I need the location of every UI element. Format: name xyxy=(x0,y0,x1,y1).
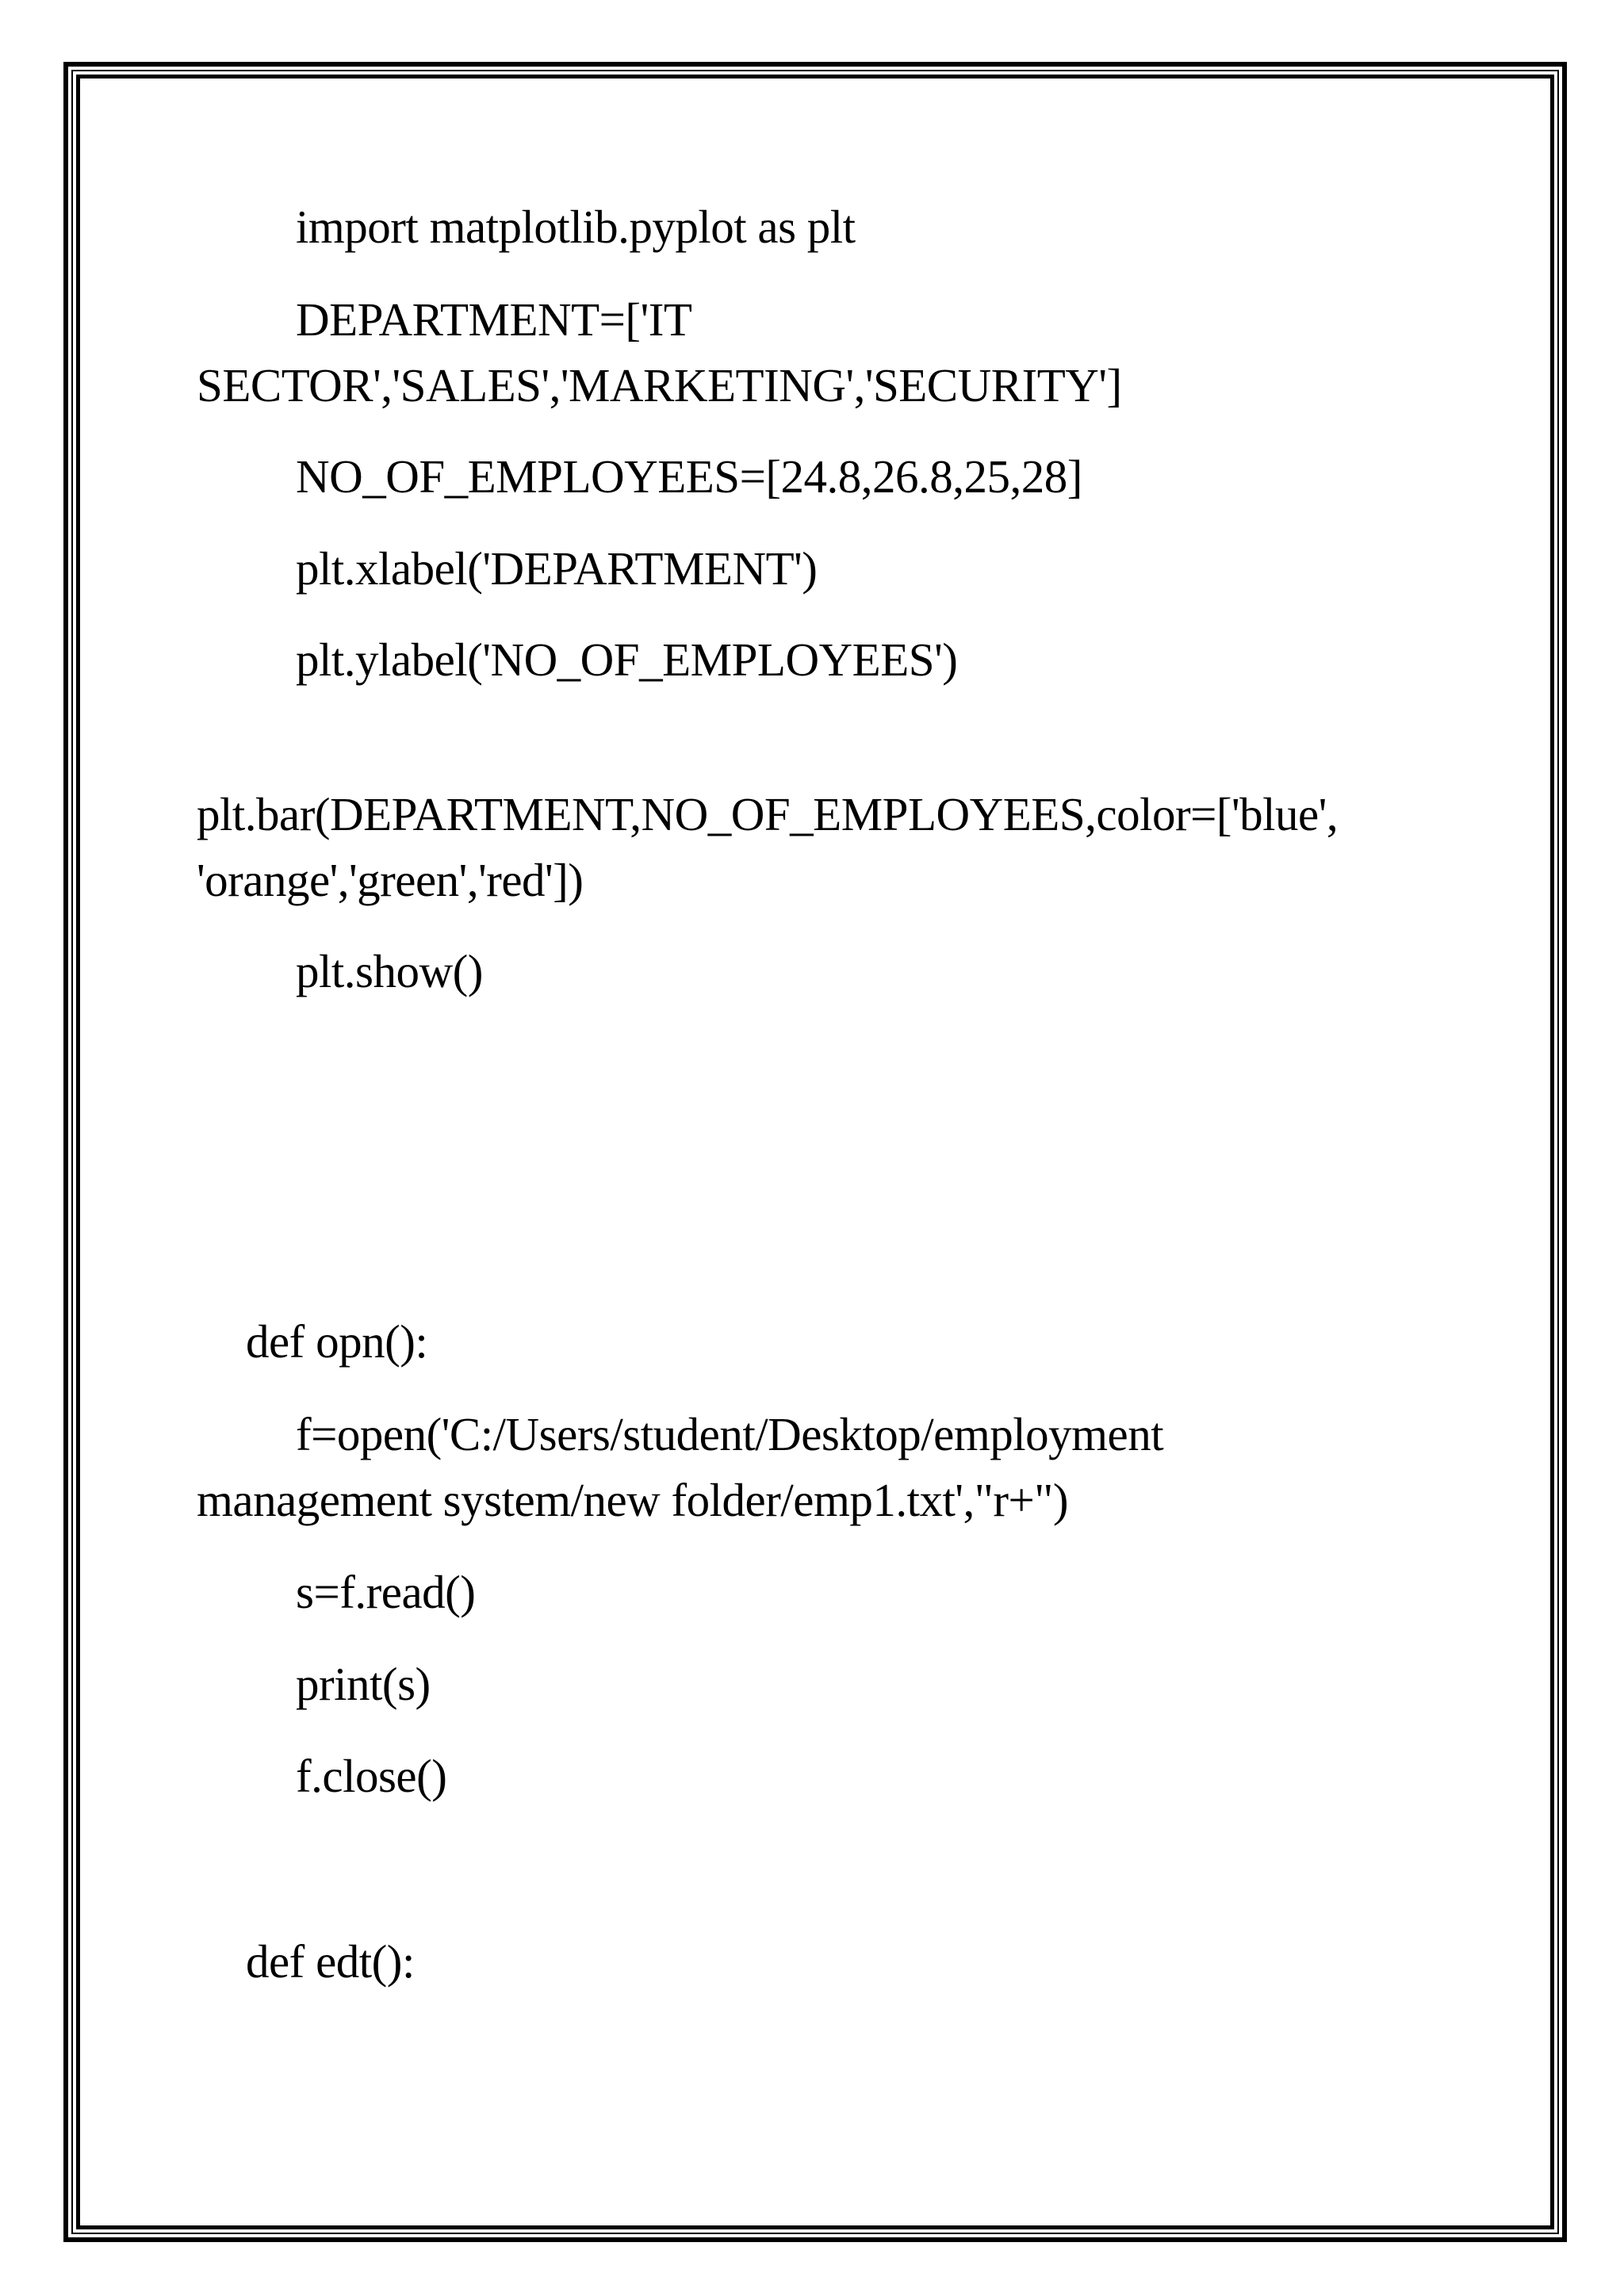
code-line: import matplotlib.pyplot as plt xyxy=(296,201,856,253)
code-line: print(s) xyxy=(296,1658,431,1710)
code-line: f.close() xyxy=(296,1750,447,1802)
code-line: plt.ylabel('NO_OF_EMPLOYEES') xyxy=(296,633,958,686)
code-line: def edt(): xyxy=(246,1935,415,1988)
code-line: plt.bar(DEPARTMENT,NO_OF_EMPLOYEES,color=['blue', xyxy=(197,788,1339,840)
code-line: f=open('C:/Users/student/Desktop/employment xyxy=(296,1408,1164,1460)
code-line: def opn(): xyxy=(246,1315,428,1368)
code-line: s=f.read() xyxy=(296,1566,476,1618)
code-line: management system/new folder/emp1.txt',"r+") xyxy=(197,1474,1068,1526)
code-line: NO_OF_EMPLOYEES=[24.8,26.8,25,28] xyxy=(296,450,1082,503)
code-line: DEPARTMENT=['IT xyxy=(296,293,692,346)
code-line: plt.xlabel('DEPARTMENT') xyxy=(296,542,818,595)
code-line: SECTOR','SALES','MARKETING','SECURITY'] xyxy=(197,359,1122,411)
code-line: plt.show() xyxy=(296,945,483,997)
code-line: 'orange','green','red']) xyxy=(197,854,584,906)
